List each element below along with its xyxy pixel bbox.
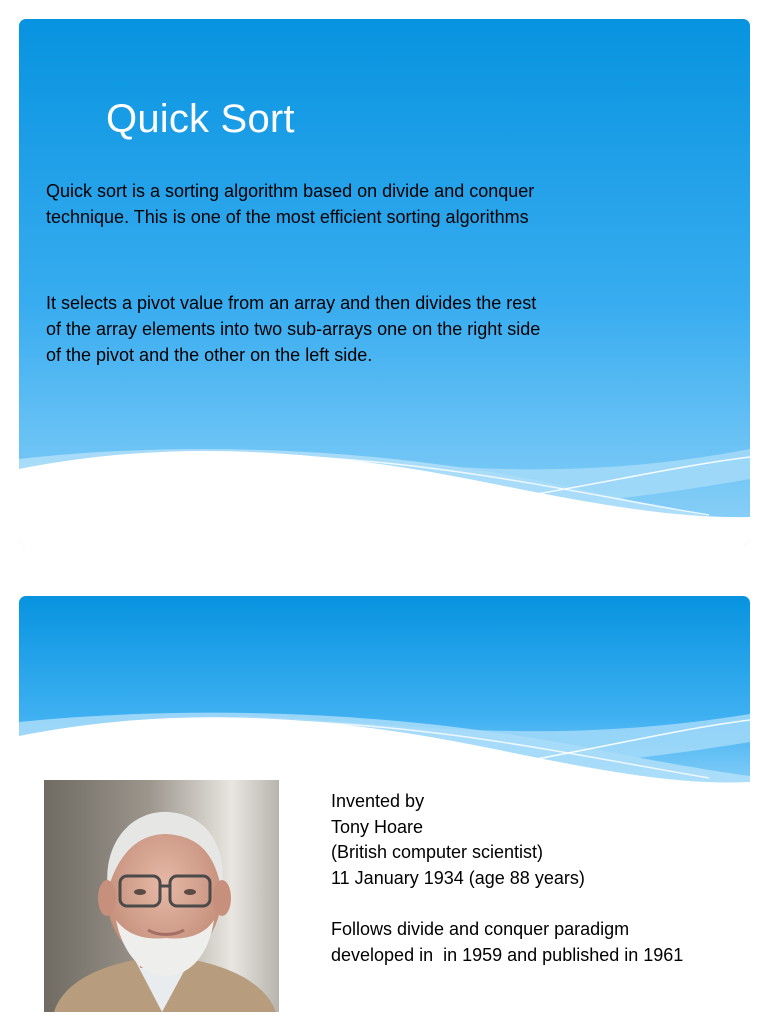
pivot-paragraph: It selects a pivot value from an array and then divides the rest of the array elements into two sub-arrays one on the right side of the pivot and the other on the left side. <box>46 293 541 365</box>
description-paragraph: Quick sort is a sorting algorithm based on divide and conquer technique. This is one of the most efficient sorting algorithms <box>46 181 535 227</box>
paradigm-line: Follows divide and conquer paradigm <box>331 918 630 939</box>
spacer <box>331 891 750 917</box>
slide-quick-sort <box>19 19 750 545</box>
slide-inventor <box>19 596 750 1024</box>
bio-line-profession: (British computer scientist) <box>331 842 544 863</box>
slide-title: Quick Sort <box>106 97 295 141</box>
tony-hoare-portrait-photo <box>44 780 279 1012</box>
publication-line: developed in in 1959 and published in 1961 <box>331 944 684 965</box>
bio-line-invented-by: Invented by <box>331 791 425 811</box>
inventor-info <box>331 789 750 968</box>
slide-header-background <box>19 596 750 796</box>
bio-line-birth-date: 11 January 1934 (age 88 years) <box>331 867 585 888</box>
bio-line-name: Tony Hoare <box>331 816 424 837</box>
